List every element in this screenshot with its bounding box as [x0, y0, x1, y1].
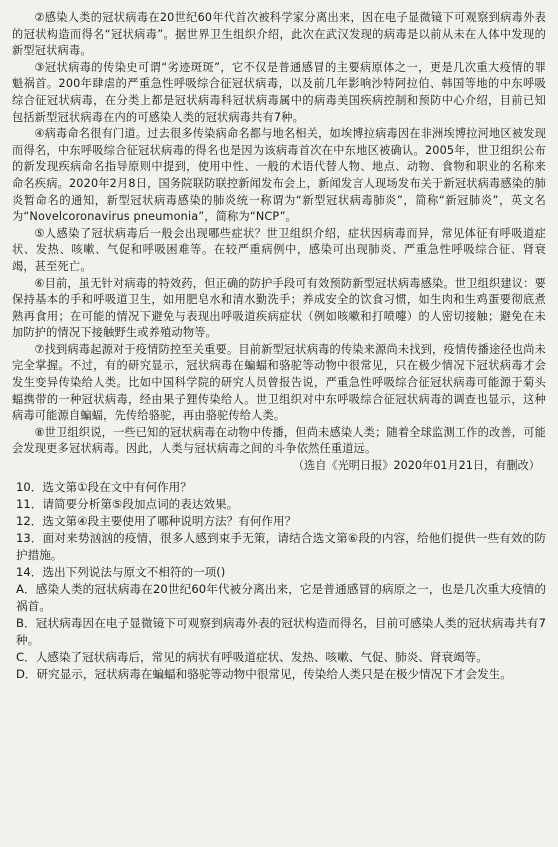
question-13: 13．面对来势汹汹的疫情，很多人感到束手无策，请结合选文第⑥段的内容，给他们提供一些有效的防护措施。 [16, 530, 546, 562]
paragraph-8: ⑧世卫组织说，一些已知的冠状病毒在动物中传播，但尚未感染人类；随着全球监测工作的改善，可能会发现更多冠状病毒。因此，人类与冠状病毒之间的斗争依然任重道远。 [12, 425, 546, 456]
article-source: （选自《光明日报》2020年01月21日，有删改） [292, 459, 540, 473]
paragraph-5: ⑤人感染了冠状病毒后一般会出现哪些症状？世卫组织介绍，症状因病毒而异，常见体征有呼吸道症状、发热、咳嗽、气促和呼吸困难等。在较严重病例中，感染可出现肺炎、严重急性呼吸综合征、肾衰竭，甚至死亡。 [12, 226, 546, 273]
article [12, 10, 546, 475]
questions [12, 479, 546, 683]
paragraph-4: ④病毒命名很有门道。过去很多传染病命名都与地名相关，如埃博拉病毒因在非洲埃博拉河地区被发现而得名，中东呼吸综合征冠状病毒的得名也是因为该病毒首次在中东地区被确认。2005年，世卫组织公布的新发现疾病命名指导原则中提到，使用中性、一般的术语代替人物、地点、动物、食物和职业的名称来命名疾病。2020年2月8日，国务院联防联控新闻发布会上，新闻发言人现场发布关于新冠状病毒感染的肺炎暂命名的通知，新型冠状病毒感染的肺炎统一称谓为“新型冠状病毒肺炎”，简称“新冠肺炎”，英文名为“Novelcoronavirus pneumonia”，简称为“NCP”。 [12, 127, 546, 224]
option-d: D．研究显示，冠状病毒在蝙蝠和骆驼等动物中很常见，传染给人类只是在极少情况下才会发生。 [16, 666, 512, 681]
option-b: B．冠状病毒因在电子显微镜下可观察到病毒外表的冠状构造而得名，目前可感染人类的冠状病毒共有7种。 [16, 615, 546, 647]
question-14: 14．选出下列说法与原文不相符的一项() [16, 564, 226, 579]
paragraph-6: ⑥目前，虽无针对病毒的特效药，但正确的防护手段可有效预防新型冠状病毒感染。世卫组织建议：要保持基本的手和呼吸道卫生，如用肥皂水和清水勤洗手；养成安全的饮食习惯，如生肉和生鸡蛋要彻底煮熟再食用；在可能的情况下避免与表现出呼吸道疾病症状（例如咳嗽和打喷嚏）的人密切接触；避免在未加防护的情况下接触野生或养殖动物等。 [12, 276, 546, 340]
option-a: A．感染人类的冠状病毒在20世纪60年代被分离出来，它是普通感冒的病原之一，也是几次重大疫情的祸首。 [16, 581, 546, 613]
paragraph-2: ②感染人类的冠状病毒在20世纪60年代首次被科学家分离出来，因在电子显微镜下可观察到病毒外表的冠状构造而得名“冠状病毒”。据世界卫生组织介绍，此次在武汉发现的病毒是以前从未在人体中发现的新型冠状病毒。 [12, 11, 546, 58]
paragraph-7: ⑦找到病毒起源对于疫情防控至关重要。目前新型冠状病毒的传染来源尚未找到，疫情传播途径也尚未完全掌握。不过，有的研究显示，冠状病毒在蝙蝠和骆驼等动物中很常见，只在极少情况下冠状病毒才会发生变异传染给人类。比如中国科学院的研究人员曾报告说，严重急性呼吸综合征冠状病毒可能源于菊头蝠携带的一种冠状病毒，经由果子狸传染给人。世卫组织对中东呼吸综合征冠状病毒的调查也显示，这种病毒可能源自蝙蝠，先传给骆驼，再由骆驼传给人类。 [12, 342, 546, 423]
option-c: C．人感染了冠状病毒后，常见的病状有呼吸道症状、发热、咳嗽、气促、肺炎、肾衰竭等。 [16, 649, 488, 664]
question-10: 10．选文第①段在文中有何作用？ [16, 479, 192, 494]
question-12: 12．选文第④段主要使用了哪种说明方法？有何作用？ [16, 513, 297, 528]
question-11: 11．请简要分析第⑤段加点词的表达效果。 [16, 496, 239, 511]
paragraph-3: ③冠状病毒的传染史可谓“劣迹斑斑”，它不仅是普通感冒的主要病原体之一，更是几次重大疫情的罪魁祸首。200年肆虐的严重急性呼吸综合征冠状病毒，以及前几年影响沙特阿拉伯、韩国等地的中东呼吸综合征冠状病毒，在分类上都是冠状病毒科冠状病毒属中的病毒美国疾病控制和预防中心介绍，目前已知包括新型冠状病毒在内的可感染人类的冠状病毒共有7种。 [12, 60, 546, 124]
